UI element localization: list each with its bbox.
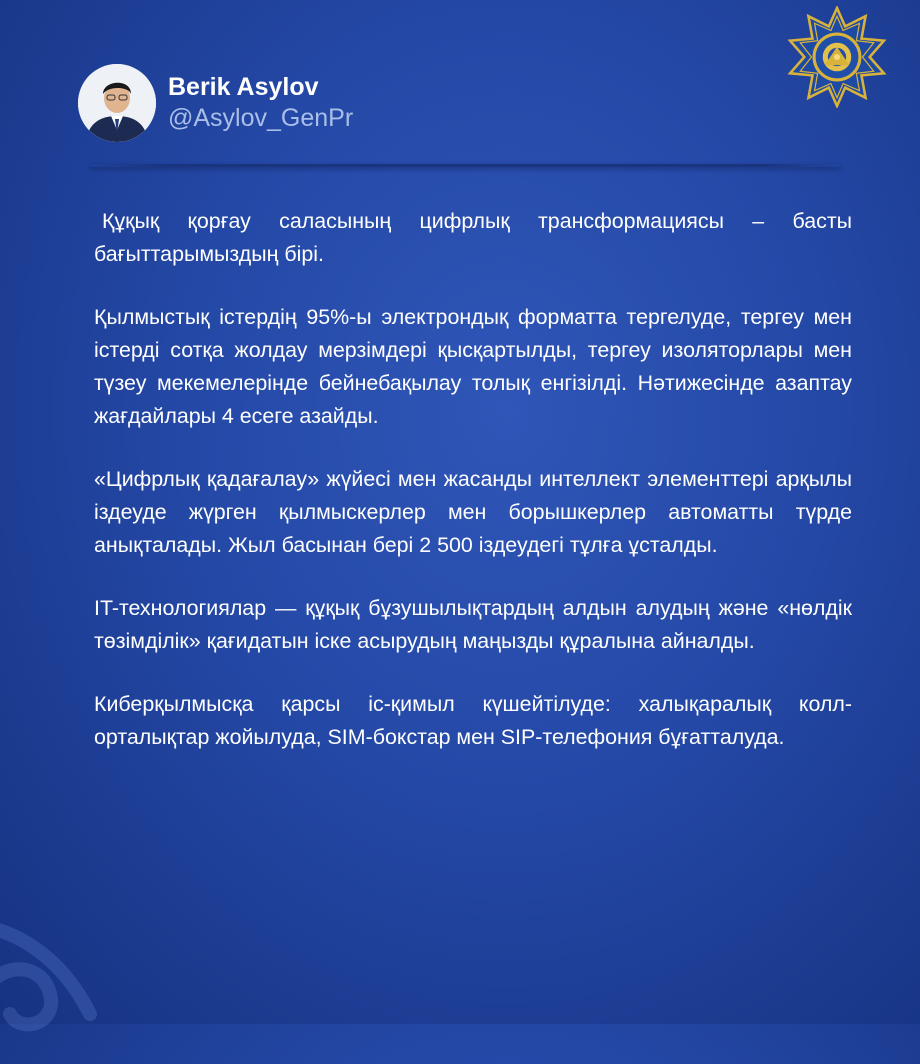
divider — [90, 164, 840, 167]
prosecutor-emblem-icon — [786, 6, 888, 108]
post-paragraph-4: IT-технологиялар — құқық бұзушылықтардың алдын алудың және «нөлдік төзімділік» қағидатын іске асырудың маңызды құралына айналды. — [94, 596, 852, 653]
profile-names — [168, 72, 353, 134]
profile-header — [78, 64, 353, 142]
avatar[interactable] — [78, 64, 156, 142]
ornament-icon — [0, 864, 140, 1064]
author-name[interactable]: Berik Asylov — [168, 73, 319, 101]
post-body — [94, 205, 852, 784]
post-paragraph-2: Қылмыстық істердің 95%-ы электрондық форматта тергелуде, тергеу мен істерді сотқа жолдау мерзімдері қысқартылды, тергеу изоляторлары мен түзеу мекемелерінде бейнебақылау толық енгізілді. Нәтижесінде азаптау жағдайлары 4 есеге азайды. — [94, 305, 852, 428]
post-paragraph-3: «Цифрлық қадағалау» жүйесі мен жасанды интеллект элементтері арқылы іздеуде жүрген қылмыскерлер мен борышкерлер автоматты түрде анықталады. Жыл басынан бері 2 500 іздеудегі тұлға ұсталды. — [94, 467, 852, 557]
author-handle[interactable]: @Asylov_GenPr — [168, 104, 354, 132]
post-paragraph-5: Киберқылмысқа қарсы іс-қимыл күшейтілуде: халықаралық колл-орталықтар жойылуда, SIM-бокстар мен SIP-телефония бұғатталуда. — [94, 692, 852, 749]
post-paragraph-1: Құқық қорғау саласының цифрлық трансформациясы – басты бағыттарымыздың бірі. — [94, 209, 852, 266]
